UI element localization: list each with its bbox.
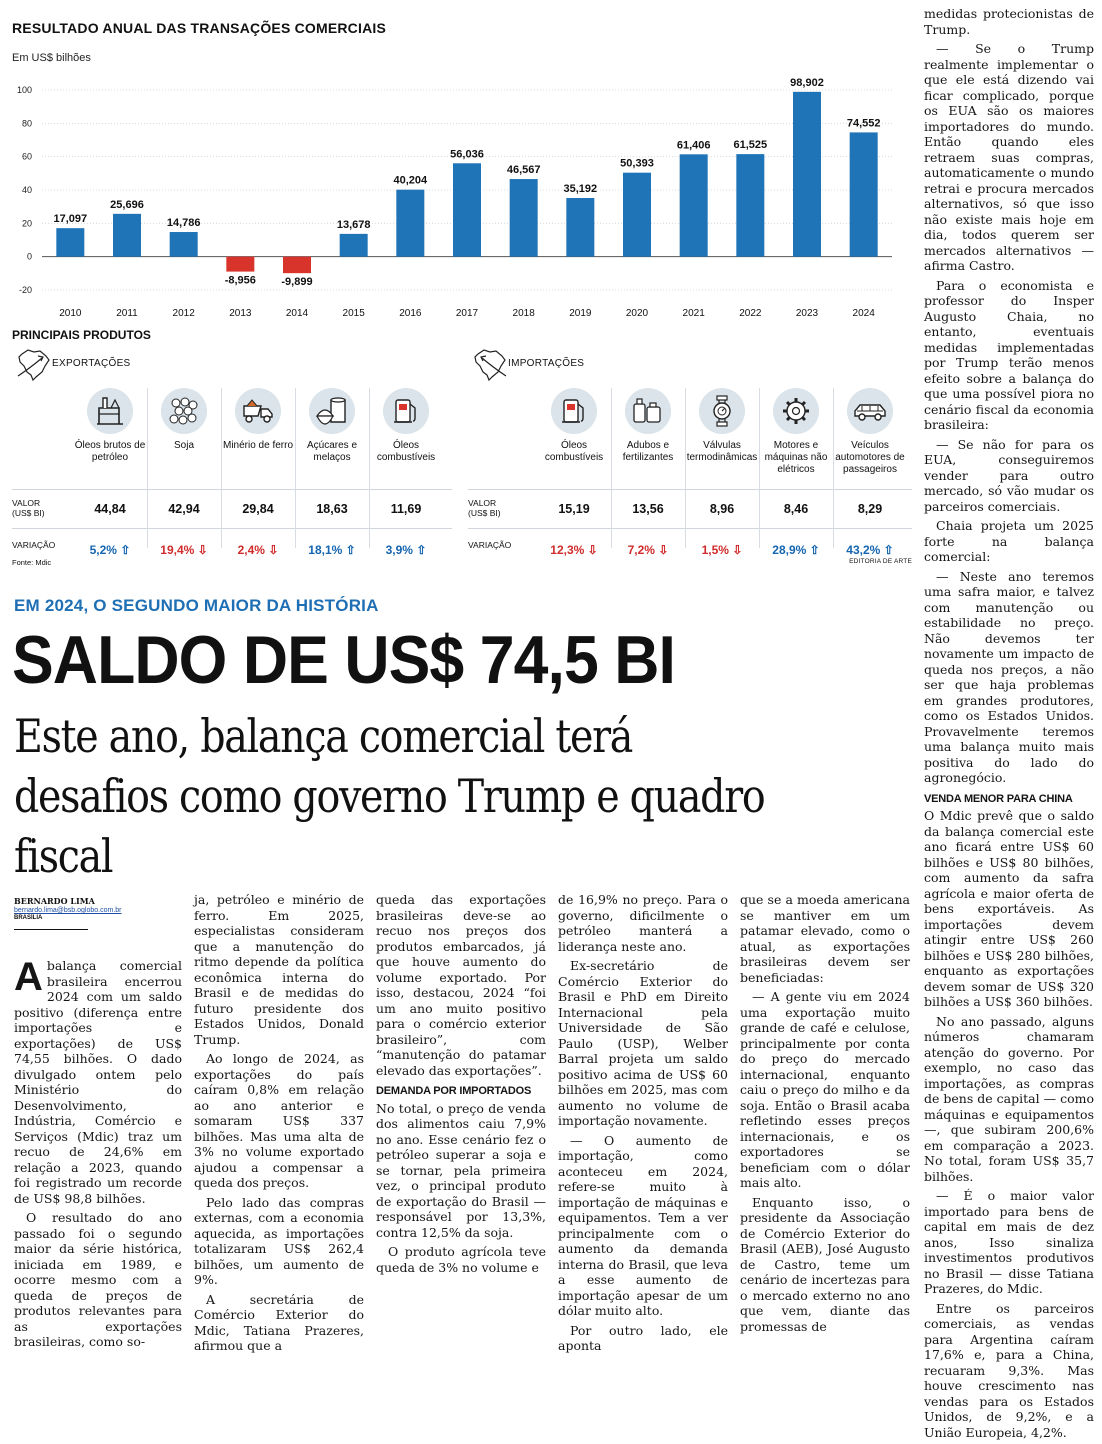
product-icon-circle: [551, 388, 597, 434]
data-label: 17,097: [53, 213, 88, 226]
paragraph: Entre os parceiros comerciais, as vendas para Argentina caíram 17,6% e, para a China, recuaram 9,3%. Mas houve crescimento nas vendas para os Estados Unidos, de 9,2%, e a União Europeia, 4,2%.: [924, 1300, 1094, 1440]
paragraph: Ao longo de 2024, as exportações do país caíram 0,8% em relação ao ano anterior e somaram US$ 337 bilhões. Mas uma alta de 3% no volume exportado ajudou a compensar a queda dos preços.: [194, 1051, 364, 1190]
product-item: [686, 388, 758, 474]
product-item: [834, 388, 906, 474]
y-tick-label: 0: [26, 251, 32, 262]
bar: [170, 232, 198, 257]
article-column-1: [14, 955, 182, 1354]
paragraph: Para o economista e professor do Insper Augusto Chaia, no entanto, eventuais medidas implementadas por Trump terão menos efeito sobre a balança do que uma possível piora no cenário fiscal da economia brasileira:: [924, 277, 1094, 432]
products-title: PRINCIPAIS PRODUTOS: [12, 328, 151, 342]
paragraph: — A gente viu em 2024 uma exportação muito grande de café e celulose, principalmente por conta do preço do mercado internacional, enquanto caiu o preço do milho e da soja. Então o Brasil acaba refletindo esses preços internacionais, e os exportadores se beneficiam com o dólar mais alto.: [740, 989, 910, 1190]
paragraph: Enquanto isso, o presidente da Associação de Comércio Exterior do Brasil (AEB), José Augusto de Castro, teme um cenário de incertezas para o mercado externo no ano que vem, diante das promessas de: [740, 1194, 910, 1334]
product-value: 44,84: [94, 502, 126, 516]
data-label: 40,204: [393, 174, 428, 187]
article-column-5: [740, 892, 910, 1338]
x-tick-label: 2013: [229, 308, 252, 319]
bar: [56, 228, 84, 256]
arrow-down-icon: ⇩: [268, 543, 279, 557]
byline: [14, 896, 184, 930]
product-item: [538, 388, 610, 474]
product-variation: 18,1% ⇧: [308, 543, 356, 557]
paragraph: O Mdic prevê que o saldo da balança comercial este ano ficará entre US$ 60 bilhões e US$ 80 bilhões, com aumento da safra agrícola e maior oferta de bens exportáveis. As importações devem atingir entre US$ 260 bilhões e US$ 280 bilhões, enquanto as exportações devem somar de US$ 320 bilhões a US$ 360 bilhões.: [924, 808, 1094, 1009]
arrow-up-icon: ⇧: [120, 543, 131, 557]
trade-infographic: [12, 14, 912, 574]
paragraph: O resultado do ano passado foi o segundo maior da série histórica, iniciada em 1989, e ocorre mesmo com a queda de preços de produtos relevantes para as exportações brasileiras, como so-: [14, 1210, 182, 1349]
paragraph: Por outro lado, ele aponta: [558, 1322, 728, 1353]
imports-label: IMPORTAÇÕES: [508, 358, 585, 369]
bar: [396, 190, 424, 257]
brazil-map-icon: [472, 346, 508, 382]
car-icon: [853, 394, 887, 428]
bar: [680, 154, 708, 256]
x-tick-label: 2010: [59, 308, 82, 319]
subheadline: Este ano, balança comercial terá desafios como governo Trump e quadro fiscal: [14, 709, 765, 883]
article-column-3: [376, 892, 546, 1279]
chart-title: RESULTADO ANUAL DAS TRANSAÇÕES COMERCIAIS: [12, 20, 387, 36]
arrow-up-icon: ⇧: [809, 543, 820, 557]
sugar-icon: [315, 394, 349, 428]
data-label: 98,902: [790, 76, 824, 89]
product-icon-circle: [235, 388, 281, 434]
product-icon-circle: [699, 388, 745, 434]
arrow-down-icon: ⇩: [197, 543, 208, 557]
data-label: 14,786: [166, 217, 201, 230]
column-divider: [685, 388, 686, 548]
product-name: Soja: [173, 440, 194, 451]
product-variation: 12,3% ⇩: [550, 543, 598, 557]
bar: [453, 163, 481, 256]
paragraph: No total, o preço de venda dos alimentos caiu 7,9% no ano. Esse cenário fez o petróleo superar a soja e se tornar, pela primeira vez, o principal produto de exportação do Brasil — responsável por 13,3%, contra 12,5% da soja.: [376, 1100, 546, 1240]
kicker: EM 2024, O SEGUNDO MAIOR DA HISTÓRIA: [14, 596, 379, 615]
product-value: 13,56: [632, 502, 664, 516]
column-divider: [833, 388, 834, 548]
data-label: 13,678: [336, 218, 371, 231]
product-value: 8,46: [783, 502, 809, 516]
variation-row-label: VARIAÇÃO: [12, 540, 56, 550]
product-name: Motores e máquinas não elétricos: [764, 440, 828, 475]
y-tick-label: 100: [16, 85, 32, 95]
product-variation: 1,5% ⇩: [701, 543, 743, 557]
product-icon-circle: [383, 388, 429, 434]
arrow-down-icon: ⇩: [658, 543, 669, 557]
column-divider: [759, 388, 760, 548]
bar: [623, 173, 651, 257]
author-email-link[interactable]: bernardo.lima@bsb.oglobo.com.br: [14, 907, 122, 914]
section-subhead: DEMANDA POR IMPORTADOS: [376, 1085, 532, 1097]
product-name: Válvulas termodinâmicas: [686, 440, 758, 463]
product-value: 8,29: [857, 502, 883, 516]
column-divider: [369, 388, 370, 548]
product-value: 42,94: [168, 502, 200, 516]
product-icon-circle: [773, 388, 819, 434]
x-tick-label: 2018: [512, 308, 535, 319]
paragraph: O produto agrícola teve queda de 3% no volume e: [376, 1244, 546, 1275]
bar: [793, 92, 821, 257]
paragraph: ja, petróleo e minério de ferro. Em 2025, especialistas consideram que a manutenção do ritmo depende da política econômica interna do Brasil e de medidas do futuro presidente dos Estados Unidos, Donald Trump.: [194, 892, 364, 1047]
x-tick-label: 2015: [342, 308, 365, 319]
product-item: [296, 388, 368, 474]
data-label: 74,552: [846, 117, 881, 130]
product-name: Óleos brutos de petróleo: [74, 440, 146, 463]
data-label: 46,567: [506, 164, 541, 177]
exports-panel: [12, 346, 452, 556]
fuel-pump-icon: [389, 394, 423, 428]
y-tick-label: 20: [21, 218, 32, 229]
x-tick-label: 2024: [852, 308, 875, 319]
row-divider: [468, 528, 912, 529]
product-variation: 43,2% ⇧: [846, 543, 894, 557]
row-divider: [468, 489, 912, 490]
x-tick-label: 2017: [455, 308, 479, 319]
product-icon-circle: [161, 388, 207, 434]
bar-chart: [12, 76, 902, 320]
product-variation: 3,9% ⇧: [385, 543, 427, 557]
art-credit: EDITORIA DE ARTE: [849, 558, 912, 565]
exports-label: EXPORTAÇÕES: [52, 358, 131, 369]
x-tick-label: 2019: [569, 308, 592, 319]
engine-gear-icon: [779, 394, 813, 428]
product-name: Minério de ferro: [222, 440, 294, 451]
paragraph: que se a moeda americana se mantiver em um patamar elevado, como o atual, as exportações brasileiras devem ser beneficiadas:: [740, 892, 910, 985]
product-variation: 28,9% ⇧: [772, 543, 820, 557]
paragraph: — É o maior valor importado para bens de capital em mais de dez anos, Isso sinaliza investimentos produtivos no Brasil — disse Tatiana Prazeres, do Mdic.: [924, 1188, 1094, 1296]
product-item: [370, 388, 442, 474]
imports-panel: [468, 346, 912, 556]
row-divider: [12, 489, 452, 490]
y-tick-label: 80: [21, 118, 32, 129]
y-tick-label: 40: [21, 185, 32, 195]
dateline-city: BRASÍLIA: [14, 915, 43, 921]
oil-rig-icon: [93, 394, 127, 428]
column-divider: [221, 388, 222, 548]
dump-truck-icon: [241, 394, 275, 428]
variation-row-label: VARIAÇÃO: [468, 540, 512, 550]
data-label: 56,036: [450, 148, 484, 161]
soybeans-icon: [167, 394, 201, 428]
arrow-up-icon: ⇧: [883, 543, 894, 557]
product-name: Adubos e fertilizantes: [622, 440, 674, 463]
source-note: Fonte: Mdic: [12, 558, 52, 567]
product-value: 29,84: [242, 502, 274, 516]
x-tick-label: 2011: [116, 308, 138, 319]
product-name: Óleos combustíveis: [376, 440, 436, 463]
y-tick-label: 60: [21, 151, 32, 162]
product-name: Óleos combustíveis: [544, 440, 604, 463]
paragraph: — Se o Trump realmente implementar o que ele está dizendo vai ficar complicado, porque os EUA são os maiores importadores do mundo. Então quando eles retraem suas compras, automaticamente o mundo retrai e procura mercados alternativos, só que isso não existe mais hoje em dia, todos querem ser mercados alternativos — afirma Castro.: [924, 41, 1094, 273]
product-name: Açúcares e melaços: [306, 440, 358, 463]
product-value: 11,69: [390, 502, 422, 516]
arrow-up-icon: ⇧: [345, 543, 356, 557]
bar: [283, 257, 311, 273]
byline-rule: [14, 929, 88, 930]
article-column-2: [194, 892, 364, 1358]
product-value: 15,19: [558, 502, 590, 516]
author-name: BERNARDO LIMA: [14, 896, 95, 906]
x-tick-label: 2023: [795, 308, 819, 319]
product-item: [148, 388, 220, 474]
arrow-down-icon: ⇩: [732, 543, 743, 557]
valve-icon: [705, 394, 739, 428]
paragraph: Chaia projeta um 2025 forte na balança comercial:: [924, 518, 1094, 564]
paragraph: — Se não for para os EUA, conseguiremos vender para outro mercado, só vão mudar os parceiros comerciais.: [924, 436, 1094, 514]
fuel-pump-icon: [557, 394, 591, 428]
value-row-label: VALOR (US$ BI): [12, 498, 45, 518]
headline: SALDO DE US$ 74,5 BI: [12, 622, 676, 698]
product-item: [612, 388, 684, 474]
article-column-6: [924, 6, 1094, 1444]
product-name: Veículos automotores de passageiros: [835, 440, 905, 475]
fertilizer-bottles-icon: [631, 394, 665, 428]
product-value: 8,96: [709, 502, 735, 516]
data-label: -9,899: [281, 276, 313, 289]
data-label: 61,406: [676, 139, 711, 152]
paragraph: queda das exportações brasileiras deve-se ao recuo nos preços dos produtos embarcados, já que houve aumento do volume exportado. Por isso, destacou, 2024 “foi um ano muito positivo para o comércio exterior brasileiro”, com “manutenção do patamar elevado das exportações”.: [376, 892, 546, 1078]
paragraph: medidas protecionistas de Trump.: [924, 6, 1094, 37]
x-tick-label: 2012: [172, 308, 195, 319]
paragraph: Abalança comercial brasileira encerrou 2024 com um saldo positivo (diferença entre importações e exportações) de US$ 74,55 bilhões. O dado divulgado ontem pelo Ministério do Desenvolvimento, Indústria, Comércio e Serviços (Mdic) traz um recuo de 24,6% em relação a 2023, quando foi registrado um recorde de US$ 98,8 bilhões.: [14, 955, 182, 1206]
article-column-4: [558, 892, 728, 1358]
paragraph: No ano passado, alguns números chamaram atenção do governo. Por exemplo, no caso das importações, as compras de bens de capital — como máquinas e equipamentos —, que subiram 200,6% em comparação a 2023. No total, foram US$ 35,7 bilhões.: [924, 1013, 1094, 1184]
column-divider: [147, 388, 148, 548]
data-label: 50,393: [620, 157, 654, 170]
arrow-down-icon: ⇩: [587, 543, 598, 557]
chart-unit: Em US$ bilhões: [12, 52, 91, 64]
x-tick-label: 2016: [399, 308, 422, 319]
bar: [340, 234, 368, 257]
paragraph: Pelo lado das compras externas, com a economia aquecida, as importações totalizaram US$ 262,4 bilhões, um aumento de 9%.: [194, 1194, 364, 1287]
data-label: 35,192: [563, 183, 598, 196]
paragraph: Ex-secretário de Comércio Exterior do Brasil e PhD em Direito Internacional pela Universidade de São Paulo (USP), Welber Barral projeta um saldo positivo acima de US$ 60 bilhões em 2025, mas com aumento no volume de importação novamente.: [558, 958, 728, 1128]
y-tick-label: -20: [18, 285, 32, 295]
product-item: [222, 388, 294, 474]
x-tick-label: 2014: [285, 308, 309, 319]
arrow-up-icon: ⇧: [416, 543, 427, 557]
product-variation: 7,2% ⇩: [627, 543, 669, 557]
x-tick-label: 2020: [625, 308, 649, 319]
x-tick-label: 2022: [739, 308, 762, 319]
data-label: -8,956: [224, 274, 256, 287]
product-value: 18,63: [316, 502, 348, 516]
paragraph: de 16,9% no preço. Para o governo, dificilmente o petróleo manterá a liderança neste ano.: [558, 892, 728, 954]
product-icon-circle: [87, 388, 133, 434]
data-label: 61,525: [733, 139, 768, 152]
brazil-map-icon: [16, 346, 52, 382]
product-icon-circle: [309, 388, 355, 434]
bar: [566, 198, 594, 257]
product-variation: 5,2% ⇧: [89, 543, 131, 557]
paragraph: — O aumento de importação, como aconteceu em 2024, refere-se muito à importação de máquinas e equipamentos. Tem a ver principalmente com o aumento da demanda interna do Brasil, que leva a esse aumento de importação apesar de um dólar muito alto.: [558, 1132, 728, 1318]
paragraph: — Neste ano teremos uma safra maior, e talvez com manutenção ou estabilidade no preço. Não devemos ter novamente um impacto de queda nos preços, a não ser que haja problemas em grandes produtores, como os Estados Unidos. Provavelmente teremos uma balança muito mais positiva do lado do agronegócio.: [924, 568, 1094, 785]
bar: [226, 257, 254, 272]
product-icon-circle: [625, 388, 671, 434]
section-subhead: VENDA MENOR PARA CHINA: [924, 792, 1073, 805]
bar: [113, 214, 141, 257]
bar: [510, 179, 538, 257]
value-row-label: VALOR (US$ BI): [468, 498, 501, 518]
product-icon-circle: [847, 388, 893, 434]
drop-cap: A: [14, 955, 43, 999]
product-variation: 19,4% ⇩: [160, 543, 208, 557]
bar: [850, 132, 878, 256]
bar: [736, 154, 764, 257]
product-item: [74, 388, 146, 474]
paragraph: A secretária de Comércio Exterior do Mdic, Tatiana Prazeres, afirmou que a: [194, 1291, 364, 1353]
row-divider: [12, 528, 452, 529]
column-divider: [295, 388, 296, 548]
x-tick-label: 2021: [682, 308, 705, 319]
product-item: [760, 388, 832, 474]
column-divider: [611, 388, 612, 548]
data-label: 25,696: [110, 198, 144, 211]
product-variation: 2,4% ⇩: [237, 543, 279, 557]
